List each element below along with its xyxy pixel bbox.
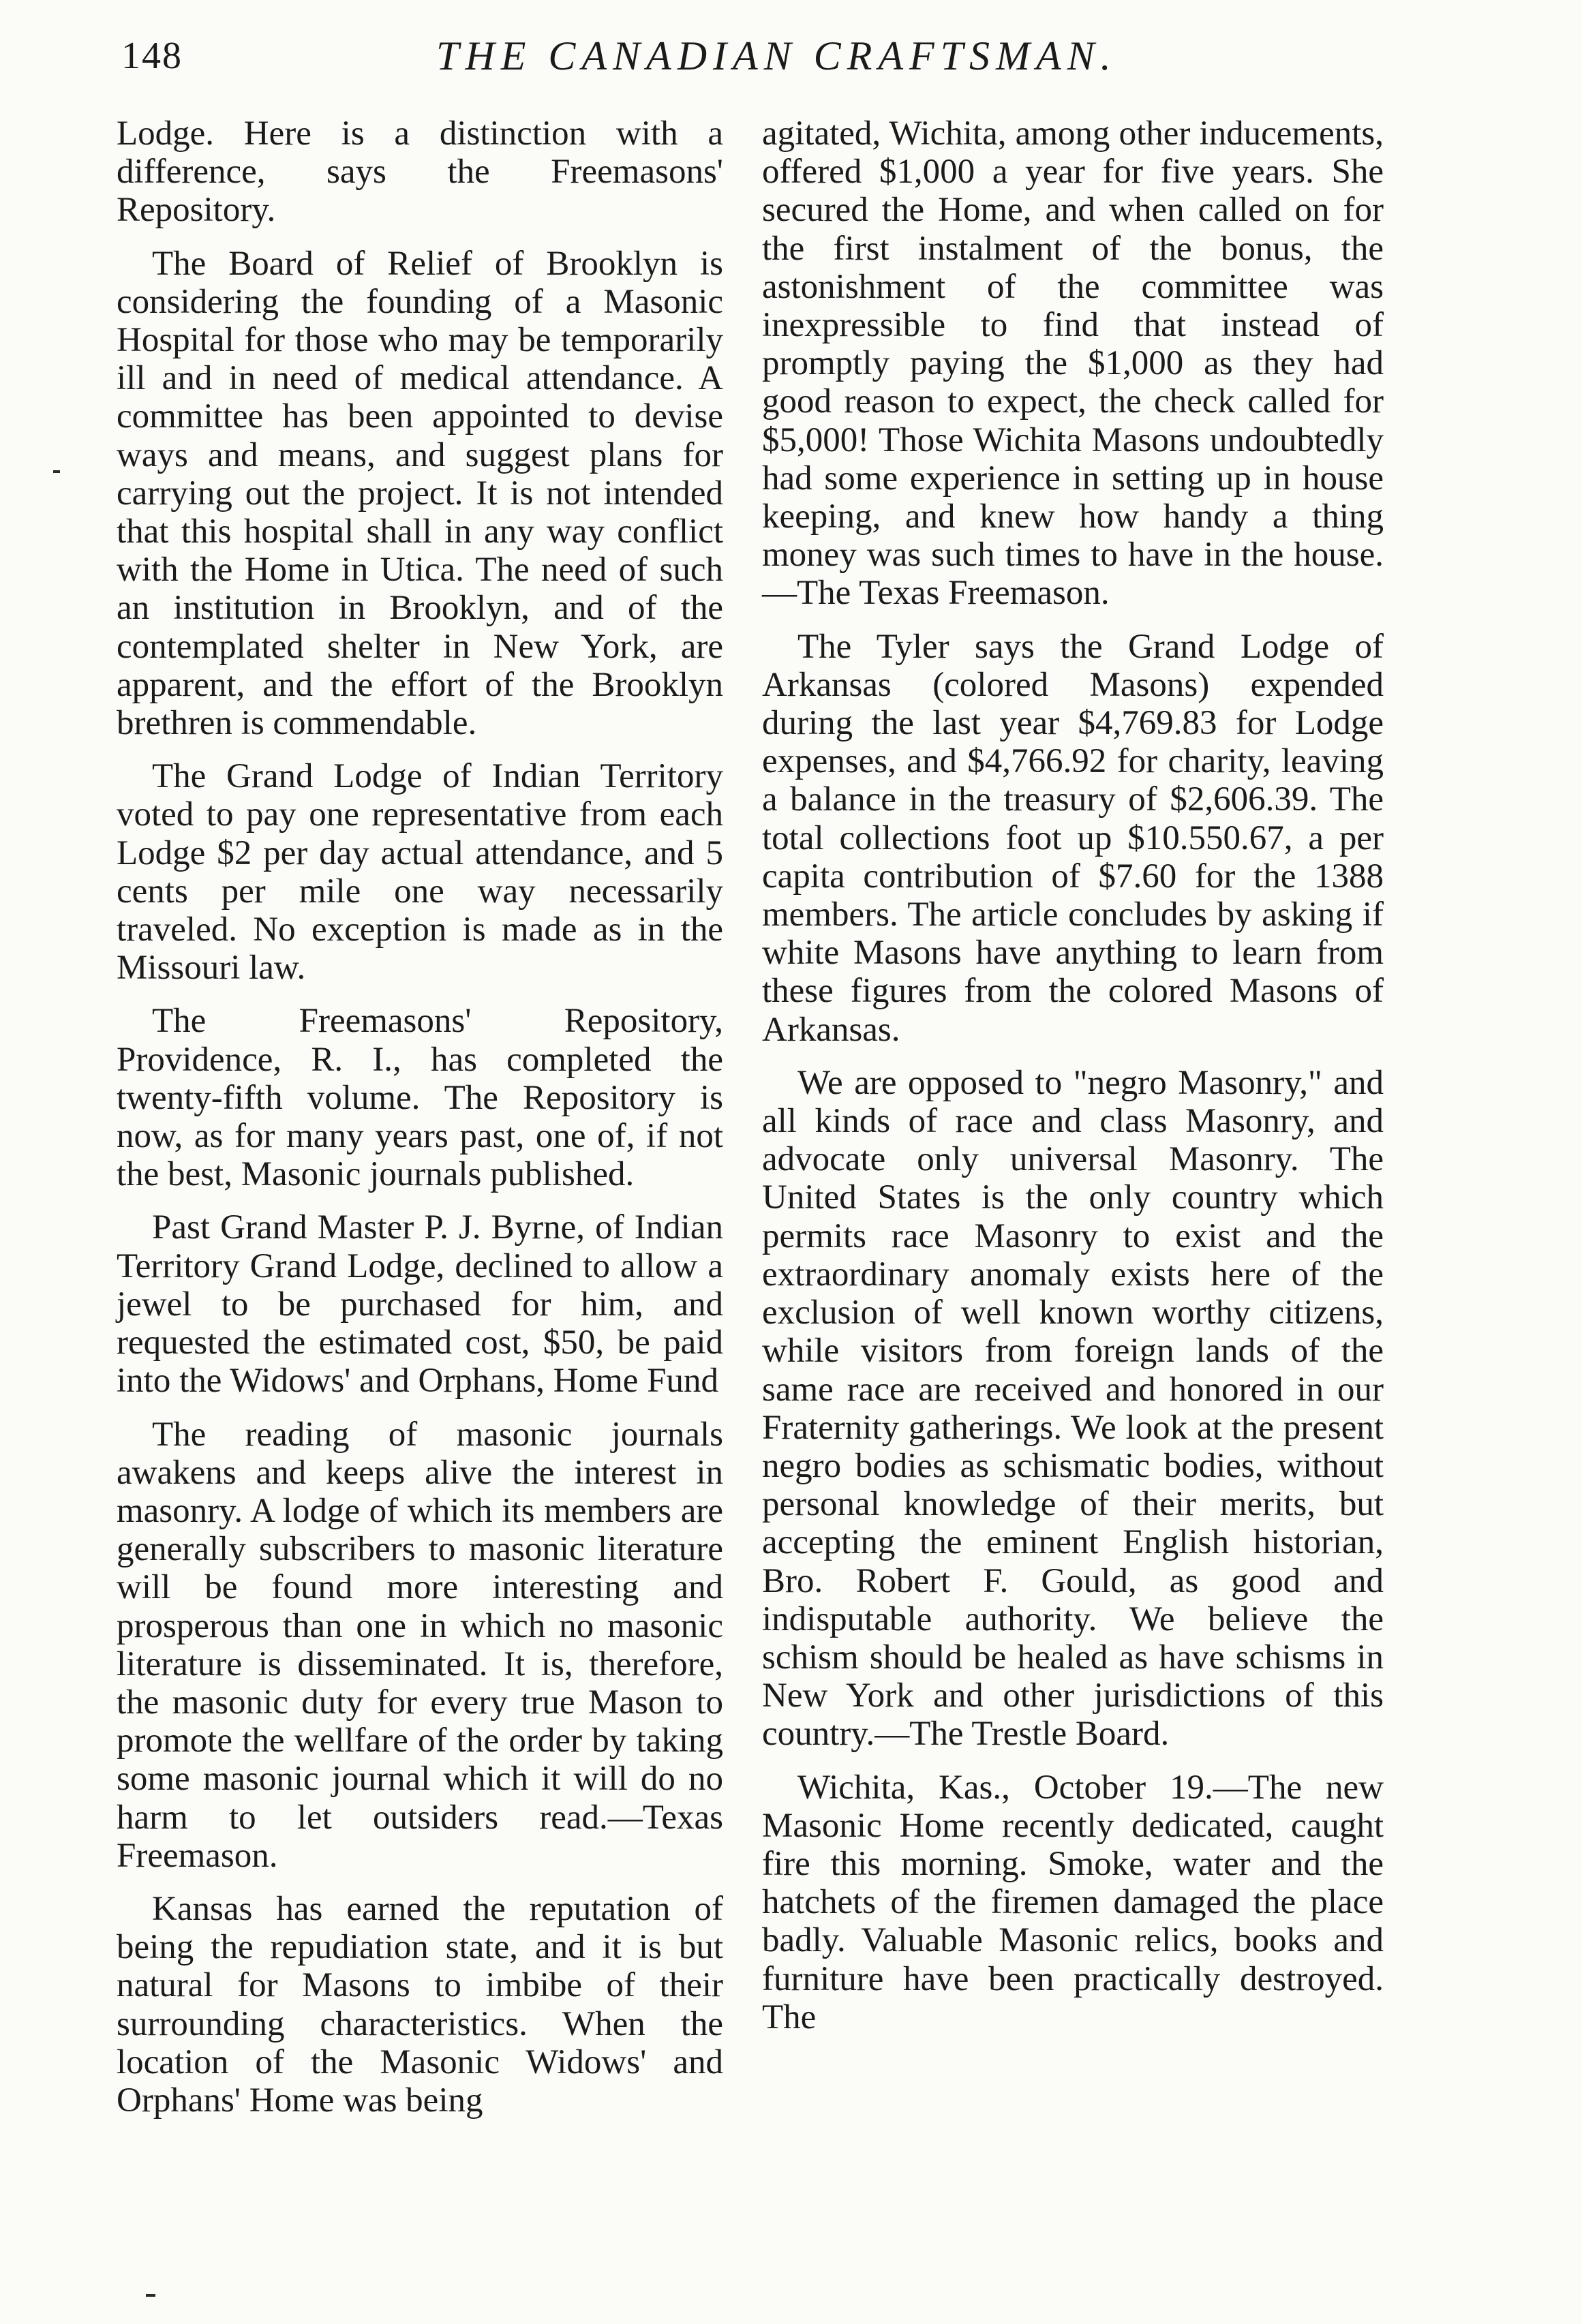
left-column [117, 114, 723, 2120]
paragraph: The reading of masonic journals awakens and keeps alive the interest in masonry. A lodge of which its members are generally subscribers to masonic literature will be found more interesting and prosperous than one in which no masonic literature is disseminated. It is, therefore, the masonic duty for every true Mason to promote the wellfare of the order by taking some masonic journal which it will do no harm to let outsiders read.—Texas Freemason. [117, 1415, 723, 1875]
paragraph: We are opposed to "negro Masonry," and all kinds of race and class Masonry, and advocate only universal Masonry. The United States is the only country which permits race Masonry to exist and the extraordinary anomaly exists here of the exclusion of well known worthy citizens, while visitors from foreign lands of the same race are received and honored in our Fraternity gatherings. We look at the present negro bodies as schismatic bodies, without personal knowledge of their merits, but accepting the eminent English historian, Bro. Robert F. Gould, as good and indisputable authority. We believe the schism should be healed as have schisms in New York and other jurisdictions of this country.—The Trestle Board. [762, 1063, 1384, 1754]
paragraph: Kansas has earned the reputation of being the repudiation state, and it is but natural for Masons to imbibe of their surrounding characteristics. When the location of the Masonic Widows' and Orphans' Home was being [117, 1889, 723, 2120]
margin-mark [53, 470, 60, 473]
paragraph: The Freemasons' Repository, Providence, R. I., has completed the twenty-fifth volume. The Repository is now, as for many years past, one of, if not the best, Masonic journals published. [117, 1002, 723, 1194]
paragraph: The Tyler says the Grand Lodge of Arkansas (colored Masons) expended during the last year $4,769.83 for Lodge expenses, and $4,766.92 for charity, leaving a balance in the treasury of $2,606.39. The total collections foot up $10.550.67, a per capita contribution of $7.60 for the 1388 members. The article concludes by asking if white Masons have anything to learn from these figures from the colored Masons of Arkansas. [762, 627, 1384, 1049]
page-header [0, 0, 1582, 109]
paragraph: Wichita, Kas., October 19.—The new Masonic Home recently dedicated, caught fire this morning. Smoke, water and the hatchets of the firemen damaged the place badly. Valuable Masonic relics, books and furniture have been practically destroyed. The [762, 1768, 1384, 2036]
paragraph: Lodge. Here is a distinction with a difference, says the Freemasons' Repository. [117, 114, 723, 230]
paragraph: The Board of Relief of Brooklyn is considering the founding of a Masonic Hospital for those who may be temporarily ill and in need of medical attendance. A committee has been appointed to devise ways and means, and suggest plans for carrying out the project. It is not intended that this hospital shall in any way conflict with the Home in Utica. The need of such an institution in Brooklyn, and of the contemplated shelter in New York, are apparent, and the effort of the Brooklyn brethren is commendable. [117, 244, 723, 743]
running-title: THE CANADIAN CRAFTSMAN. [436, 33, 1117, 78]
right-column [762, 114, 1384, 2036]
paragraph: The Grand Lodge of Indian Territory voted to pay one representative from each Lodge $2 per day actual attendance, and 5 cents per mile one way necessarily traveled. No exception is made as in the Missouri law. [117, 757, 723, 988]
page-bottom-mark [146, 2294, 155, 2297]
paragraph: agitated, Wichita, among other inducements, offered $1,000 a year for five years. She secured the Home, and when called on for the first instalment of the bonus, the astonishment of the committee was inexpressible to find that instead of promptly paying the $1,000 as they had good reason to expect, the check called for $5,000! Those Wichita Masons undoubtedly had some experience in setting up in house keeping, and knew how handy a thing money was such times to have in the house.—The Texas Freemason. [762, 114, 1384, 613]
paragraph: Past Grand Master P. J. Byrne, of Indian Territory Grand Lodge, declined to allow a jewel to be purchased for him, and requested the estimated cost, $50, be paid into the Widows' and Orphans, Home Fund [117, 1208, 723, 1401]
page-number: 148 [121, 35, 183, 77]
